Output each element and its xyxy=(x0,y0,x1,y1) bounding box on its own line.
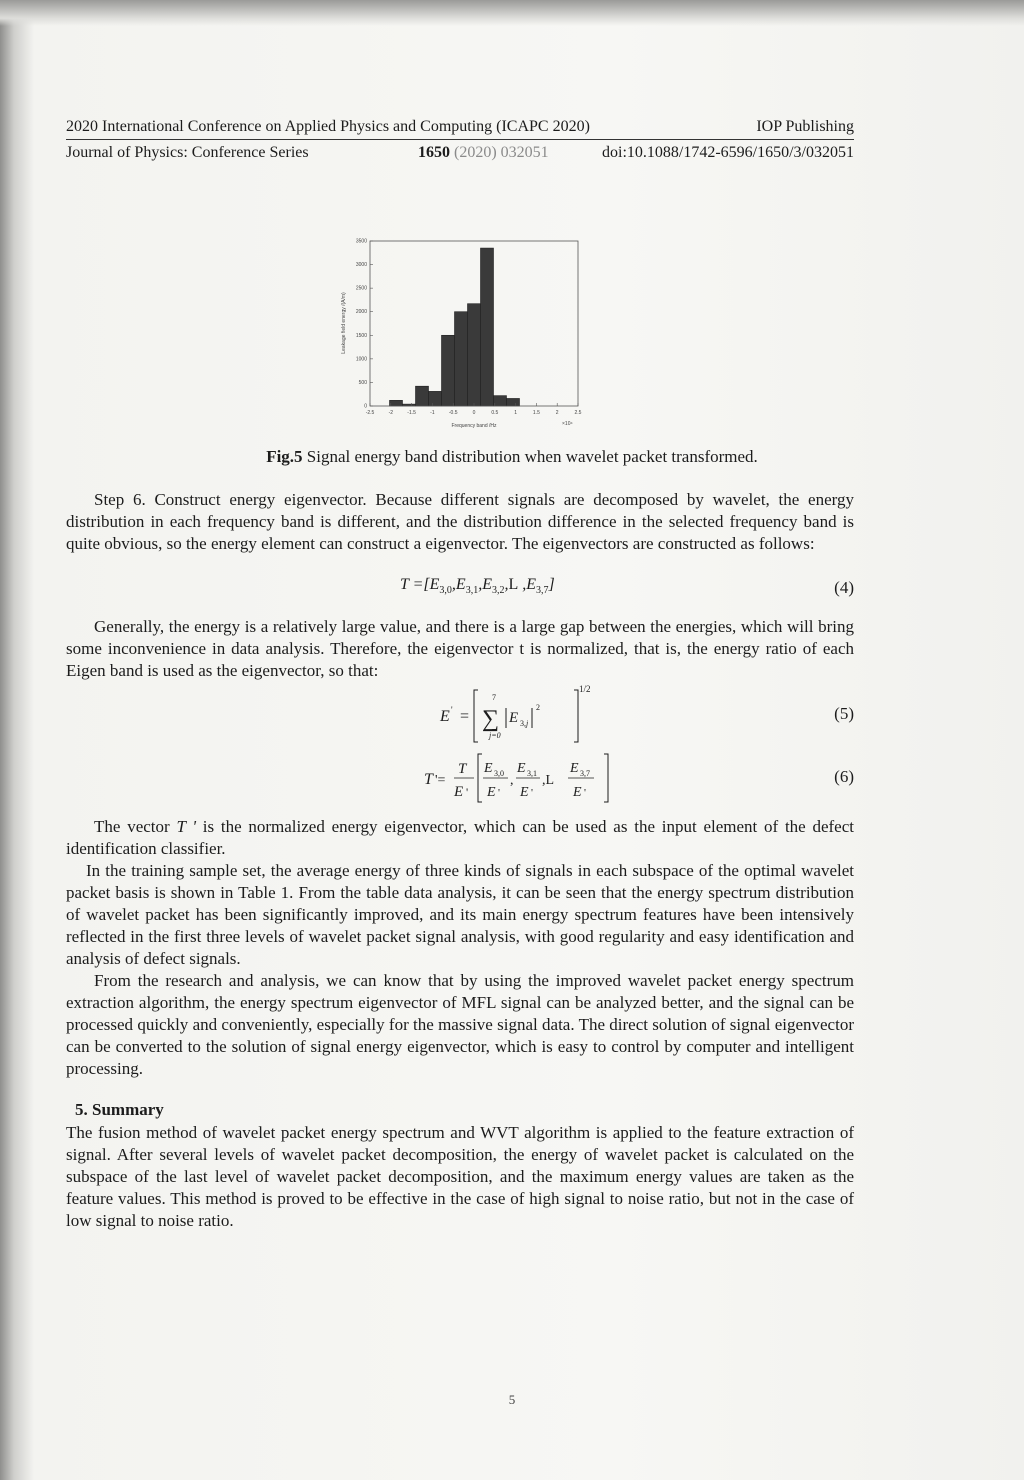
volume-info: 1650 (2020) 032051 xyxy=(418,144,549,161)
svg-text:3,1: 3,1 xyxy=(527,769,537,778)
svg-text:E: E xyxy=(454,784,464,800)
histogram-bar xyxy=(481,248,494,406)
histogram-bar xyxy=(494,396,507,406)
svg-text:T: T xyxy=(424,771,433,788)
x-tick-label: -1.5 xyxy=(407,410,416,416)
svg-text:j=0: j=0 xyxy=(489,731,501,740)
histogram-bar xyxy=(390,400,403,406)
x-tick-label: 2.5 xyxy=(574,410,582,416)
y-tick-label: 500 xyxy=(358,379,367,386)
x-tick-label: 1 xyxy=(514,410,517,416)
x-axis-multiplier: ×10⁴ xyxy=(562,421,573,427)
svg-text:E: E xyxy=(440,708,450,725)
svg-text:7: 7 xyxy=(492,693,496,702)
svg-text:3,7: 3,7 xyxy=(580,769,590,778)
histogram-bar xyxy=(429,391,442,406)
svg-text:'=: '= xyxy=(435,773,446,788)
svg-text:,: , xyxy=(510,773,514,788)
y-tick-label: 0 xyxy=(364,403,367,410)
svg-text:=: = xyxy=(460,708,470,725)
running-header-line1 xyxy=(66,117,854,140)
journal-name: Journal of Physics: Conference Series xyxy=(66,144,309,161)
svg-text:1/2: 1/2 xyxy=(579,684,591,694)
svg-text:E: E xyxy=(487,785,496,800)
y-tick-label: 1500 xyxy=(355,332,367,339)
equation-6 xyxy=(420,750,630,810)
y-tick-label: 3000 xyxy=(355,262,367,269)
equation-5-number: (5) xyxy=(834,704,854,723)
section-heading-summary: 5. Summary xyxy=(75,1100,164,1119)
x-tick-label: 1.5 xyxy=(532,410,540,416)
histogram-bar xyxy=(442,335,455,406)
y-tick-label: 2000 xyxy=(355,309,367,316)
histogram-svg xyxy=(330,228,594,438)
svg-text:E: E xyxy=(517,761,526,776)
y-tick-label: 1000 xyxy=(355,356,367,363)
page-number: 5 xyxy=(508,1392,516,1407)
paragraph-generally: Generally, the energy is a relatively large value, and there is a large gap between the energies, which will bring some inconvenience in data analysis. Therefore, the eigenvector t is normalized, that is, the energy ratio of each Eigen band is used as the eigenvector, so that: xyxy=(66,617,854,680)
doi: doi:10.1088/1742-6596/1650/3/032051 xyxy=(602,144,854,161)
x-tick-label: -1 xyxy=(430,410,435,416)
y-tick-label: 3500 xyxy=(355,238,367,245)
svg-text:': ' xyxy=(498,787,500,799)
svg-text:∑: ∑ xyxy=(482,706,500,732)
figure-label: Fig.5 xyxy=(266,447,303,466)
publisher-name: IOP Publishing xyxy=(756,118,854,135)
svg-text:3,j: 3,j xyxy=(520,719,529,728)
equation-4-number: (4) xyxy=(834,578,854,597)
histogram-bar xyxy=(416,386,429,406)
running-header-line2 xyxy=(66,143,854,163)
figure-caption-text: Signal energy band distribution when wavelet packet transformed. xyxy=(302,447,758,466)
svg-text:': ' xyxy=(451,705,453,715)
svg-text:2: 2 xyxy=(536,703,540,712)
svg-text:E: E xyxy=(484,761,493,776)
svg-text:3,0: 3,0 xyxy=(494,769,504,778)
svg-text:E: E xyxy=(509,710,519,726)
equation-4: $T =[E_{3,0},E_{3,1},E_{3,2},L$ $,E_{3,7}$] xyxy=(400,576,555,597)
figure-caption xyxy=(0,447,1024,467)
svg-text:T: T xyxy=(458,761,467,777)
conference-name: 2020 International Conference on Applied Physics and Computing (ICAPC 2020) xyxy=(66,118,590,135)
paragraph-vector: The vector T ' is the normalized energy eigenvector, which can be used as the input element of the defect identification classifier. xyxy=(66,817,854,858)
paragraph-training: In the training sample set, the average energy of three kinds of signals in each subspace of the optimal wavelet packet basis is shown in Table 1. From the table data analysis, it can be seen that the energy spectrum distribution of wavelet packet has been significantly improved, and its main energy spectrum features have been intensively reflected in the first three levels of wavelet packet signal analysis, with good regularity and easy identification and analysis of defect signals. xyxy=(66,861,854,968)
equation-6-number: (6) xyxy=(834,767,854,786)
svg-text:E: E xyxy=(573,785,582,800)
x-tick-label: 0.5 xyxy=(491,410,499,416)
paragraph-research: From the research and analysis, we can know that by using the improved wavelet packet energy spectrum extraction algorithm, the energy spectrum eigenvector of MFL signal can be analyzed better, and the signal can be processed quickly and conveniently, especially for the massive signal data. The direct solution of signal eigenvector can be converted to the solution of signal energy eigenvector, which is easy to control by computer and intelligent processing. xyxy=(66,971,854,1078)
x-tick-label: 0 xyxy=(472,410,476,416)
vector-symbol: T ' xyxy=(176,817,196,836)
equation-5 xyxy=(436,680,591,750)
paragraph-summary: The fusion method of wavelet packet energy spectrum and WVT algorithm is applied to the feature extraction of signal. After several levels of wavelet packet decomposition, the energy of wavelet packet is calculated on the subspace of the last level of wavelet packet decomposition, and the maximum energy values are taken as the feature values. This method is proved to be effective in the case of high signal to noise ratio, but not in the case of low signal to noise ratio. xyxy=(66,1123,854,1230)
svg-text:': ' xyxy=(584,787,586,799)
histogram-bar xyxy=(507,398,520,406)
scan-shadow xyxy=(0,0,1024,26)
x-tick-label: -0.5 xyxy=(448,410,458,416)
svg-text:,L: ,L xyxy=(542,773,555,788)
svg-text:': ' xyxy=(466,785,469,799)
svg-text:': ' xyxy=(531,787,533,799)
svg-text:E: E xyxy=(520,785,529,800)
paragraph-step6: Step 6. Construct energy eigenvector. Because different signals are decomposed by wavelet, the energy distribution in each frequency band is different, and the distribution difference in the selected frequency band is quite obvious, so the energy element can construct a eigenvector. The eigenvectors are constructed as follows: xyxy=(66,490,854,553)
x-tick-label: -2.5 xyxy=(365,410,375,416)
histogram-bar xyxy=(455,312,468,406)
x-tick-label: 2 xyxy=(555,410,559,416)
x-axis-label: Frequency band /Hz xyxy=(451,423,497,429)
histogram-bar xyxy=(468,304,481,406)
x-tick-label: -2 xyxy=(388,410,394,416)
figure-5-chart xyxy=(330,228,594,438)
svg-text:E: E xyxy=(570,761,579,776)
y-tick-label: 2500 xyxy=(355,285,367,292)
y-axis-label: Leakage field energy /(A/m) xyxy=(341,292,347,354)
